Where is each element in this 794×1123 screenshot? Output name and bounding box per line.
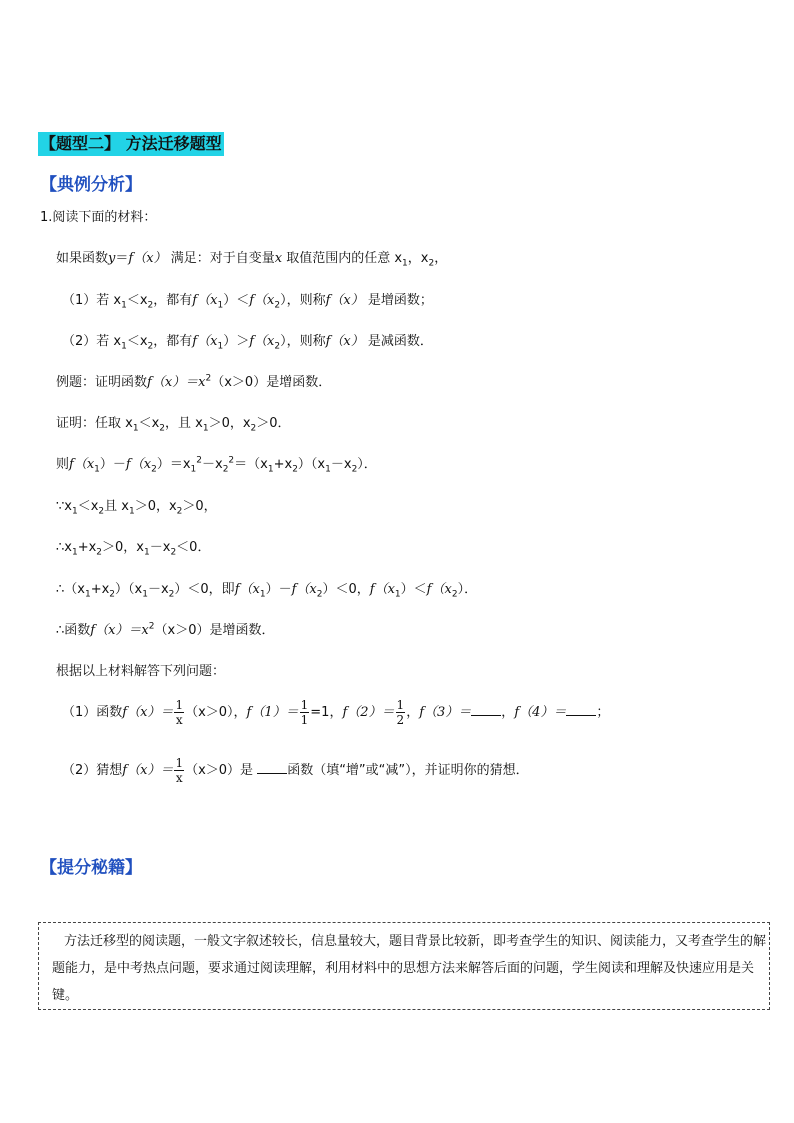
c2-f: f（x (249, 334, 275, 349)
p3-s2: 2 (98, 506, 105, 517)
frac-num: 1 (396, 698, 405, 712)
p1-b: ＜x (138, 416, 160, 431)
proof-conclusion (56, 619, 274, 638)
definition-line (56, 247, 447, 269)
c1-s1: 1 (121, 300, 127, 311)
c1-e: ）＜ (223, 293, 250, 308)
p5-s6: 2 (316, 589, 323, 600)
p2-s8: 2 (351, 464, 358, 475)
p4-s2: 2 (96, 547, 103, 558)
p4-b: +x (77, 540, 97, 555)
p2-d: f（x (125, 457, 152, 472)
s2-d: 函数（填“增”或“减”），并证明你的猜想． (287, 763, 529, 778)
p5-c: ）（x (115, 582, 143, 597)
c1-h: f（x） (325, 293, 364, 308)
def-sub1: 1 (402, 258, 408, 269)
s1-f: f（2）＝ (342, 705, 395, 720)
c2-s1: 1 (121, 341, 127, 352)
def-y: y (108, 251, 116, 266)
def-sub2: 2 (428, 258, 435, 269)
proof-line-4 (56, 536, 210, 558)
p5-d: －x (147, 582, 169, 597)
fraction-1-over-2 (396, 698, 406, 727)
c2-a: （2）若 x (62, 334, 122, 349)
p5-s8: 2 (451, 589, 458, 600)
p2-h: +x (273, 457, 293, 472)
p2-sq1: 2 (196, 455, 202, 466)
p2-b: f（x (69, 457, 95, 472)
s1-e: =1， (310, 705, 343, 720)
s1-b: f（x）＝ (122, 705, 174, 720)
p5-b: +x (90, 582, 110, 597)
p2-k: ）． (357, 457, 377, 472)
p2-s3: 1 (190, 464, 197, 475)
p3-s1: 1 (71, 506, 78, 517)
condition-1 (62, 289, 433, 311)
p5-e: ）＜0，即 (174, 582, 235, 597)
p1-c: ，且 x (165, 416, 203, 431)
proof-line-3 (56, 495, 217, 517)
c1-s2: 2 (147, 300, 154, 311)
ex-c: （x＞0）是增函数． (211, 375, 332, 390)
s1-h: f（3）＝ (419, 705, 472, 720)
c2-c: ，都有 (153, 334, 193, 349)
p5-k: ）＜ (400, 582, 427, 597)
c2-b: ＜x (126, 334, 148, 349)
p1-s4: 2 (250, 423, 257, 434)
condition-2 (62, 330, 433, 352)
p6-c: （x＞0）是增函数． (154, 623, 275, 638)
p3-c: 且 x (104, 499, 129, 514)
frac-den: x (175, 713, 183, 727)
p2-sq2: 2 (228, 455, 235, 466)
p3-s3: 1 (128, 506, 135, 517)
fraction-1-over-x (174, 698, 184, 727)
def-rest: 取值范围内的任意 x (286, 251, 403, 266)
proof-line-1 (56, 412, 291, 434)
p2-g: ＝（x (234, 457, 268, 472)
p4-c: ＞0，x (102, 540, 144, 555)
p3-b: ＜x (77, 499, 99, 514)
sub-question-2 (62, 756, 529, 785)
p1-s3: 1 (202, 423, 209, 434)
c2-s4: 2 (274, 341, 281, 352)
p2-s1: 1 (94, 464, 100, 475)
p5-h: f（x (291, 582, 317, 597)
sub-question-1 (62, 698, 609, 727)
c2-h: f（x） (325, 334, 364, 349)
p1-e: ＞0． (256, 416, 291, 431)
c1-d: f（x (192, 293, 218, 308)
frac-den: x (175, 771, 183, 785)
ex-sup: 2 (205, 373, 212, 384)
answer-blank-f3[interactable] (471, 703, 501, 716)
tips-text: 方法迁移型的阅读题，一般文字叙述较长，信息量较大，题目背景比较新，即考查学生的知识、阅读能力，又考查学生的解题能力，是中考热点问题，要求通过阅读理解，利用材料中的思想方法来解答后面的问题，学生阅读和理解及快速应用是关键。 (52, 934, 767, 1003)
frac-den: 2 (396, 713, 405, 727)
s1-i: ， (501, 705, 515, 720)
s1-a: （1）函数 (62, 705, 123, 720)
c2-d: f（x (192, 334, 218, 349)
p5-g: ）－ (265, 582, 292, 597)
question-1: 1.阅读下面的材料： (40, 210, 157, 225)
p2-a: 则 (56, 457, 70, 472)
ex-b: f（x）＝x (147, 375, 206, 390)
c2-e: ）＞ (223, 334, 250, 349)
section-title: 【题型二】 方法迁移题型 (38, 132, 224, 156)
p5-s1: 1 (84, 589, 91, 600)
def-end: ， (434, 251, 448, 266)
c1-s3: 1 (217, 300, 224, 311)
p4-e: ＜0． (176, 540, 211, 555)
p5-a: ∴（x (56, 582, 85, 597)
s2-a: （2）猜想 (62, 763, 123, 778)
fraction-1-over-x (174, 756, 184, 785)
c1-c: ，都有 (153, 293, 193, 308)
p4-s3: 1 (144, 547, 150, 558)
p1-s1: 1 (132, 423, 139, 434)
p1-s2: 2 (159, 423, 165, 434)
def-eq: ＝ (115, 251, 129, 266)
tips-heading: 【提分秘籍】 (40, 858, 142, 878)
s2-c: （x＞0）是 (185, 763, 254, 778)
p5-m: ）． (457, 582, 478, 597)
c2-s3: 1 (217, 341, 224, 352)
p1-d: ＞0，x (208, 416, 251, 431)
def-sep: ，x (407, 251, 429, 266)
p5-l: f（x (426, 582, 452, 597)
proof-line-2 (56, 453, 377, 475)
p2-i: ）（x (297, 457, 326, 472)
p2-c: ）－ (99, 457, 126, 472)
p2-s5: 1 (267, 464, 274, 475)
c2-i: 是减函数． (367, 334, 433, 349)
p1-a: 证明：任取 x (56, 416, 133, 431)
p4-d: －x (149, 540, 171, 555)
c1-a: （1）若 x (62, 293, 122, 308)
def-fx: f（x） (128, 251, 167, 266)
p6-b: f（x）＝x (90, 623, 149, 638)
s1-j: f（4）＝ (514, 705, 567, 720)
p4-s4: 2 (170, 547, 177, 558)
s1-k: ； (596, 705, 610, 720)
fraction-1-over-1 (300, 698, 310, 727)
p4-s1: 1 (71, 547, 78, 558)
p6-a: ∴函数 (56, 623, 91, 638)
s1-g: ， (406, 705, 420, 720)
p5-s5: 1 (259, 589, 266, 600)
frac-num: 1 (175, 756, 184, 770)
def-x: x (274, 251, 283, 266)
p5-j: f（x (369, 582, 395, 597)
answer-blank-monotonic[interactable] (257, 761, 287, 774)
p5-i: ）＜0， (322, 582, 370, 597)
c1-b: ＜x (126, 293, 148, 308)
s2-b: f（x）＝ (122, 763, 174, 778)
p3-a: ∵x (56, 499, 72, 514)
p5-s3: 1 (142, 589, 148, 600)
frac-num: 1 (175, 698, 184, 712)
c2-s2: 2 (147, 341, 154, 352)
frac-den: 1 (300, 713, 309, 727)
p4-a: ∴x (56, 540, 72, 555)
p2-s4: 2 (222, 464, 229, 475)
p5-s2: 2 (109, 589, 116, 600)
p5-f: f（x (234, 582, 260, 597)
p2-s2: 2 (151, 464, 157, 475)
p2-s7: 1 (325, 464, 331, 475)
s1-d: f（1）＝ (246, 705, 299, 720)
c1-f: f（x (249, 293, 275, 308)
frac-num: 1 (300, 698, 309, 712)
p6-sup: 2 (148, 621, 155, 632)
c1-g: ），则称 (280, 293, 326, 308)
example-statement (56, 371, 331, 390)
p3-e: ＞0， (182, 499, 217, 514)
ex-a: 例题：证明函数 (56, 375, 148, 390)
proof-line-5 (56, 578, 477, 600)
p3-d: ＞0，x (134, 499, 177, 514)
p2-j: －x (330, 457, 352, 472)
def-mid: 满足：对于自变量 (170, 251, 275, 266)
answer-blank-f4[interactable] (566, 703, 596, 716)
p2-f: －x (201, 457, 223, 472)
c1-s4: 2 (274, 300, 281, 311)
p3-s4: 2 (176, 506, 183, 517)
s1-c: （x＞0）， (185, 705, 247, 720)
p2-s6: 2 (292, 464, 298, 475)
c1-i: 是增函数； (367, 293, 433, 308)
example-heading: 【典例分析】 (40, 175, 142, 195)
p2-e: ）＝x (156, 457, 191, 472)
p5-s4: 2 (168, 589, 175, 600)
ask-line: 根据以上材料解答下列问题： (56, 664, 226, 679)
c2-g: ），则称 (280, 334, 326, 349)
p5-s7: 1 (394, 589, 401, 600)
def-intro: 如果函数 (56, 251, 109, 266)
